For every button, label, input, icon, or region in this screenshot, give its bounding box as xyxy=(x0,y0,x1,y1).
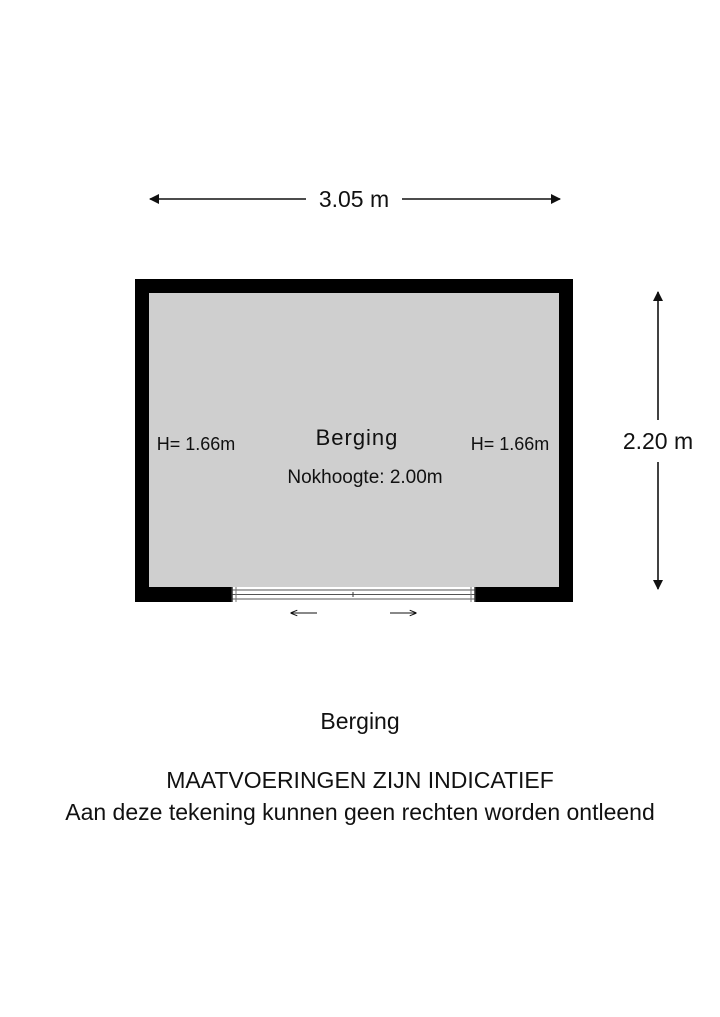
room-name: Berging xyxy=(315,425,399,450)
disclaimer-indicative: MAATVOERINGEN ZIJN INDICATIEF xyxy=(166,767,554,793)
sliding-door xyxy=(232,587,475,613)
wall-height-right: H= 1.66m xyxy=(470,434,550,454)
disclaimer-no-rights: Aan deze tekening kunnen geen rechten worden ontleend xyxy=(65,799,655,825)
ridge-height-label: Nokhoogte: 2.00m xyxy=(287,467,443,488)
floor-label: Berging xyxy=(320,708,400,734)
width-dimension-label: 3.05 m xyxy=(318,186,390,212)
width-dimension xyxy=(150,186,560,212)
room-berging xyxy=(135,279,573,613)
height-dimension-label: 2.20 m xyxy=(622,428,694,454)
wall-height-left: H= 1.66m xyxy=(156,434,236,454)
height-dimension xyxy=(623,292,693,589)
